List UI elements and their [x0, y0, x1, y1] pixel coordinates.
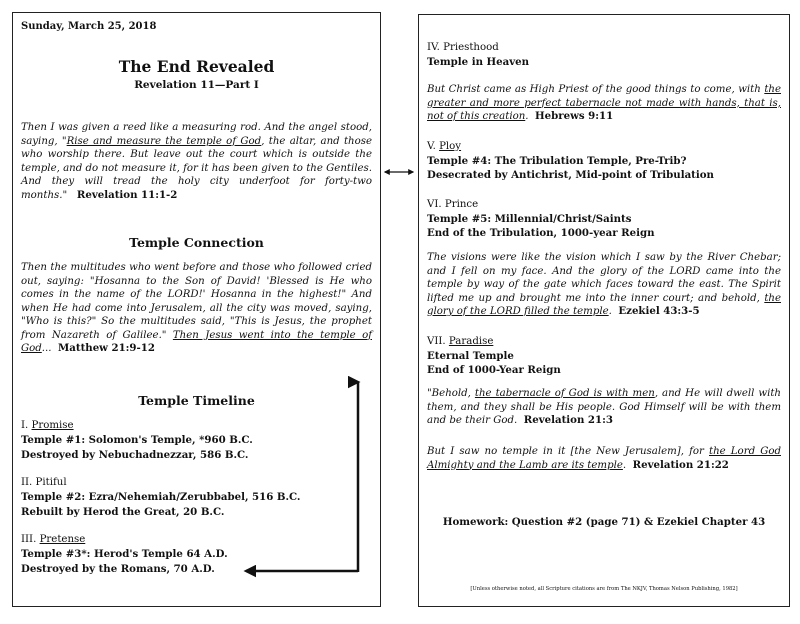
scripture-quote-matthew: Then the multitudes who went before and those who followed cried out, saying: "Hosanna to the Son of David! 'Blessed is He who comes in the name of the LORD!' Hosanna in the highest!" And when He had come into Jerusalem, all the city was moved, saying, "Who is this?" So the multitudes said, "This is Jesus, the prophet from Nazareth of Galilee." Then Jesus went into the temple of God... Matthew 21:9-12 — [21, 262, 372, 354]
section-heading-temple-timeline: Temple Timeline — [138, 393, 255, 408]
scripture-quote-revelation-21-3: "Behold, the tabernacle of God is with men, and He will dwell with them, and they shall be His people. God Himself will be with them and be their God. Revelation 21:3 — [427, 388, 781, 426]
scripture-quote-revelation-21-22: But I saw no temple in it [the New Jerusalem], for the Lord God Almighty and the Lamb are its temple. Revelation 21:22 — [427, 446, 781, 471]
right-page — [418, 14, 790, 607]
scripture-quote-hebrews: But Christ came as High Priest of the good things to come, with the greater and more perfect tabernacle not made with hands, that is, not of this creation. Hebrews 9:11 — [427, 84, 781, 122]
scripture-quote-revelation: Then I was given a reed like a measuring rod. And the angel stood, saying, "Rise and measure the temple of God, the altar, and those who worship there. But leave out the court which is outside the temple, and do not measure it, for it has been given to the Gentiles. And they will tread the holy city underfoot for forty-two months." Revelation 11:1-2 — [21, 122, 372, 201]
homework-note: Homework: Question #2 (page 71) & Ezekiel Chapter 43 — [442, 516, 766, 528]
section-ploy: V. Ploy Temple #4: The Tribulation Temple, Pre-Trib? Desecrated by Antichrist, Mid-point of Tribulation — [427, 141, 714, 181]
scripture-reference: Revelation 21:3 — [523, 414, 613, 426]
section-prince: VI. Prince Temple #5: Millennial/Christ/Saints End of the Tribulation, 1000-year Reign — [427, 199, 655, 239]
scripture-reference: Matthew 21:9-12 — [58, 342, 155, 354]
section-heading-temple-connection: Temple Connection — [129, 235, 264, 250]
timeline-item-promise: I. Promise Temple #1: Solomon's Temple, *960 B.C. Destroyed by Nebuchadnezzar, 586 B.C. — [21, 420, 253, 461]
page-title: The End Revealed — [118, 57, 275, 76]
scripture-reference: Revelation 21:22 — [632, 458, 729, 471]
section-priesthood: IV. Priesthood Temple in Heaven — [427, 42, 530, 68]
timeline-item-pitiful: II. Pitiful Temple #2: Ezra/Nehemiah/Zerubbabel, 516 B.C. Rebuilt by Herod the Great, 20 B.C. — [21, 477, 301, 518]
page-subtitle: Revelation 11—Part I — [134, 79, 259, 91]
scripture-reference: Hebrews 9:11 — [535, 110, 614, 122]
date: Sunday, March 25, 2018 — [21, 21, 157, 32]
timeline-item-pretense: III. Pretense Temple #3*: Herod's Temple 64 A.D. Destroyed by the Romans, 70 A.D. — [21, 534, 228, 575]
section-paradise: VII. Paradise Eternal Temple End of 1000-Year Reign — [427, 336, 561, 376]
scripture-reference: Revelation 11:1-2 — [76, 188, 178, 201]
scripture-quote-ezekiel: The visions were like the vision which I saw by the River Chebar; and I fell on my face. And the glory of the LORD came into the temple by way of the gate which faces toward the east. The Spirit lifted me up and brought me into the inner court; and behold, the glory of the LORD filled the temple. Ezekiel 43:3-5 — [427, 252, 781, 317]
scripture-reference: Ezekiel 43:3-5 — [618, 305, 700, 317]
left-page — [12, 12, 381, 607]
footnote: [Unless otherwise noted, all Scripture citations are from The NKJV, Thomas Nelson Publishing, 1982] — [470, 586, 738, 592]
